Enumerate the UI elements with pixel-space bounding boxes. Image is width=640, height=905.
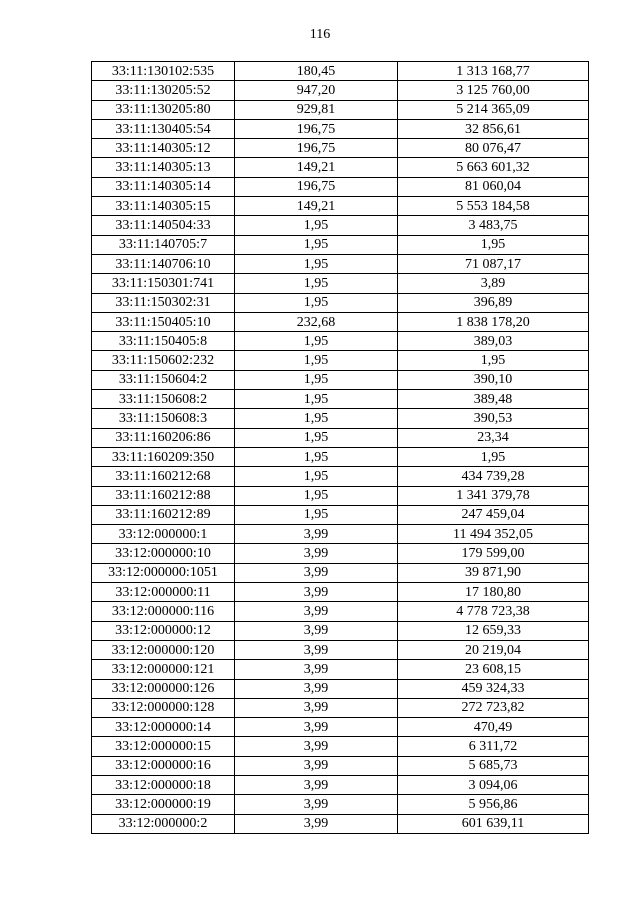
table-row — [92, 775, 589, 794]
table-row — [92, 81, 589, 100]
cadastral-number-cell: 33:11:160212:89 — [92, 505, 235, 524]
rate-cell: 196,75 — [235, 177, 398, 196]
cadastral-number-cell: 33:11:140305:12 — [92, 139, 235, 158]
table-row — [92, 660, 589, 679]
value-cell: 3 483,75 — [398, 216, 589, 235]
table-row — [92, 621, 589, 640]
cadastral-number-cell: 33:11:150602:232 — [92, 351, 235, 370]
value-cell: 3 125 760,00 — [398, 81, 589, 100]
table-row — [92, 370, 589, 389]
cadastral-number-cell: 33:12:000000:1051 — [92, 563, 235, 582]
rate-cell: 1,95 — [235, 370, 398, 389]
value-cell: 247 459,04 — [398, 505, 589, 524]
rate-cell: 3,99 — [235, 660, 398, 679]
table-row — [92, 505, 589, 524]
table-row — [92, 640, 589, 659]
table-row — [92, 177, 589, 196]
cadastral-number-cell: 33:12:000000:120 — [92, 640, 235, 659]
value-cell: 12 659,33 — [398, 621, 589, 640]
rate-cell: 1,95 — [235, 235, 398, 254]
value-cell: 1 313 168,77 — [398, 62, 589, 81]
table-row — [92, 158, 589, 177]
value-cell: 390,53 — [398, 409, 589, 428]
rate-cell: 3,99 — [235, 737, 398, 756]
table-row — [92, 428, 589, 447]
cadastral-number-cell: 33:12:000000:126 — [92, 679, 235, 698]
value-cell: 32 856,61 — [398, 119, 589, 138]
cadastral-number-cell: 33:11:130205:52 — [92, 81, 235, 100]
value-cell: 3,89 — [398, 274, 589, 293]
cadastral-number-cell: 33:12:000000:19 — [92, 795, 235, 814]
value-cell: 1,95 — [398, 351, 589, 370]
rate-cell: 1,95 — [235, 274, 398, 293]
table-row — [92, 583, 589, 602]
value-cell: 5 553 184,58 — [398, 197, 589, 216]
rate-cell: 196,75 — [235, 119, 398, 138]
cadastral-number-cell: 33:12:000000:15 — [92, 737, 235, 756]
cadastral-number-cell: 33:11:160206:86 — [92, 428, 235, 447]
table-row — [92, 351, 589, 370]
table-body — [92, 62, 589, 834]
table-row — [92, 216, 589, 235]
value-cell: 5 956,86 — [398, 795, 589, 814]
table-row — [92, 737, 589, 756]
rate-cell: 1,95 — [235, 351, 398, 370]
cadastral-number-cell: 33:11:150302:31 — [92, 293, 235, 312]
table-row — [92, 718, 589, 737]
rate-cell: 3,99 — [235, 583, 398, 602]
table-row — [92, 679, 589, 698]
cadastral-number-cell: 33:12:000000:116 — [92, 602, 235, 621]
table-row — [92, 447, 589, 466]
rate-cell: 3,99 — [235, 679, 398, 698]
cadastral-number-cell: 33:11:140305:14 — [92, 177, 235, 196]
cadastral-number-cell: 33:11:150608:2 — [92, 390, 235, 409]
table-row — [92, 525, 589, 544]
rate-cell: 232,68 — [235, 312, 398, 331]
cadastral-number-cell: 33:11:160209:350 — [92, 447, 235, 466]
value-cell: 4 778 723,38 — [398, 602, 589, 621]
value-cell: 80 076,47 — [398, 139, 589, 158]
rate-cell: 3,99 — [235, 718, 398, 737]
rate-cell: 149,21 — [235, 158, 398, 177]
rate-cell: 3,99 — [235, 544, 398, 563]
table-row — [92, 293, 589, 312]
table-row — [92, 274, 589, 293]
rate-cell: 3,99 — [235, 640, 398, 659]
table-row — [92, 486, 589, 505]
rate-cell: 149,21 — [235, 197, 398, 216]
value-cell: 179 599,00 — [398, 544, 589, 563]
cadastral-number-cell: 33:11:150608:3 — [92, 409, 235, 428]
value-cell: 39 871,90 — [398, 563, 589, 582]
table-row — [92, 139, 589, 158]
cadastral-number-cell: 33:11:140305:13 — [92, 158, 235, 177]
value-cell: 1 341 379,78 — [398, 486, 589, 505]
rate-cell: 929,81 — [235, 100, 398, 119]
rate-cell: 947,20 — [235, 81, 398, 100]
rate-cell: 3,99 — [235, 814, 398, 833]
rate-cell: 1,95 — [235, 332, 398, 351]
cadastral-number-cell: 33:11:140504:33 — [92, 216, 235, 235]
rate-cell: 3,99 — [235, 621, 398, 640]
cadastral-number-cell: 33:11:140706:10 — [92, 254, 235, 273]
rate-cell: 196,75 — [235, 139, 398, 158]
cadastral-number-cell: 33:11:130205:80 — [92, 100, 235, 119]
value-cell: 459 324,33 — [398, 679, 589, 698]
rate-cell: 3,99 — [235, 525, 398, 544]
cadastral-number-cell: 33:12:000000:1 — [92, 525, 235, 544]
value-cell: 272 723,82 — [398, 698, 589, 717]
rate-cell: 3,99 — [235, 698, 398, 717]
table-row — [92, 390, 589, 409]
table-row — [92, 602, 589, 621]
table-row — [92, 100, 589, 119]
value-cell: 1,95 — [398, 235, 589, 254]
value-cell: 434 739,28 — [398, 467, 589, 486]
value-cell: 23 608,15 — [398, 660, 589, 679]
cadastral-number-cell: 33:11:130102:535 — [92, 62, 235, 81]
rate-cell: 1,95 — [235, 409, 398, 428]
cadastral-number-cell: 33:11:150604:2 — [92, 370, 235, 389]
rate-cell: 3,99 — [235, 563, 398, 582]
rate-cell: 1,95 — [235, 254, 398, 273]
rate-cell: 3,99 — [235, 756, 398, 775]
cadastral-number-cell: 33:11:150301:741 — [92, 274, 235, 293]
value-cell: 3 094,06 — [398, 775, 589, 794]
value-cell: 5 214 365,09 — [398, 100, 589, 119]
cadastral-number-cell: 33:12:000000:128 — [92, 698, 235, 717]
rate-cell: 1,95 — [235, 293, 398, 312]
table-row — [92, 795, 589, 814]
value-cell: 1,95 — [398, 447, 589, 466]
table-row — [92, 467, 589, 486]
table-row — [92, 119, 589, 138]
value-cell: 389,48 — [398, 390, 589, 409]
cadastral-number-cell: 33:11:160212:68 — [92, 467, 235, 486]
table-row — [92, 312, 589, 331]
table-row — [92, 197, 589, 216]
cadastral-number-cell: 33:12:000000:10 — [92, 544, 235, 563]
value-cell: 5 663 601,32 — [398, 158, 589, 177]
table-row — [92, 254, 589, 273]
cadastral-number-cell: 33:12:000000:16 — [92, 756, 235, 775]
cadastral-number-cell: 33:11:140305:15 — [92, 197, 235, 216]
table-row — [92, 409, 589, 428]
table-row — [92, 62, 589, 81]
cadastral-number-cell: 33:11:140705:7 — [92, 235, 235, 254]
table-row — [92, 756, 589, 775]
value-cell: 6 311,72 — [398, 737, 589, 756]
cadastral-number-cell: 33:11:160212:88 — [92, 486, 235, 505]
value-cell: 11 494 352,05 — [398, 525, 589, 544]
value-cell: 470,49 — [398, 718, 589, 737]
cadastral-number-cell: 33:12:000000:18 — [92, 775, 235, 794]
cadastral-number-cell: 33:12:000000:121 — [92, 660, 235, 679]
rate-cell: 1,95 — [235, 505, 398, 524]
cadastral-number-cell: 33:11:150405:10 — [92, 312, 235, 331]
rate-cell: 1,95 — [235, 390, 398, 409]
cadastral-number-cell: 33:11:150405:8 — [92, 332, 235, 351]
value-cell: 5 685,73 — [398, 756, 589, 775]
page-number: 116 — [309, 27, 331, 42]
rate-cell: 1,95 — [235, 447, 398, 466]
value-cell: 1 838 178,20 — [398, 312, 589, 331]
value-cell: 23,34 — [398, 428, 589, 447]
value-cell: 81 060,04 — [398, 177, 589, 196]
value-cell: 396,89 — [398, 293, 589, 312]
value-cell: 71 087,17 — [398, 254, 589, 273]
cadastral-number-cell: 33:11:130405:54 — [92, 119, 235, 138]
rate-cell: 1,95 — [235, 467, 398, 486]
data-table — [91, 61, 589, 834]
rate-cell: 180,45 — [235, 62, 398, 81]
table-row — [92, 235, 589, 254]
cadastral-number-cell: 33:12:000000:12 — [92, 621, 235, 640]
rate-cell: 3,99 — [235, 775, 398, 794]
value-cell: 17 180,80 — [398, 583, 589, 602]
value-cell: 20 219,04 — [398, 640, 589, 659]
rate-cell: 3,99 — [235, 795, 398, 814]
value-cell: 390,10 — [398, 370, 589, 389]
rate-cell: 1,95 — [235, 486, 398, 505]
table-row — [92, 563, 589, 582]
value-cell: 389,03 — [398, 332, 589, 351]
table-row — [92, 698, 589, 717]
cadastral-number-cell: 33:12:000000:11 — [92, 583, 235, 602]
rate-cell: 1,95 — [235, 216, 398, 235]
cadastral-number-cell: 33:12:000000:14 — [92, 718, 235, 737]
rate-cell: 3,99 — [235, 602, 398, 621]
table-row — [92, 544, 589, 563]
value-cell: 601 639,11 — [398, 814, 589, 833]
rate-cell: 1,95 — [235, 428, 398, 447]
cadastral-number-cell: 33:12:000000:2 — [92, 814, 235, 833]
table-row — [92, 814, 589, 833]
table-row — [92, 332, 589, 351]
